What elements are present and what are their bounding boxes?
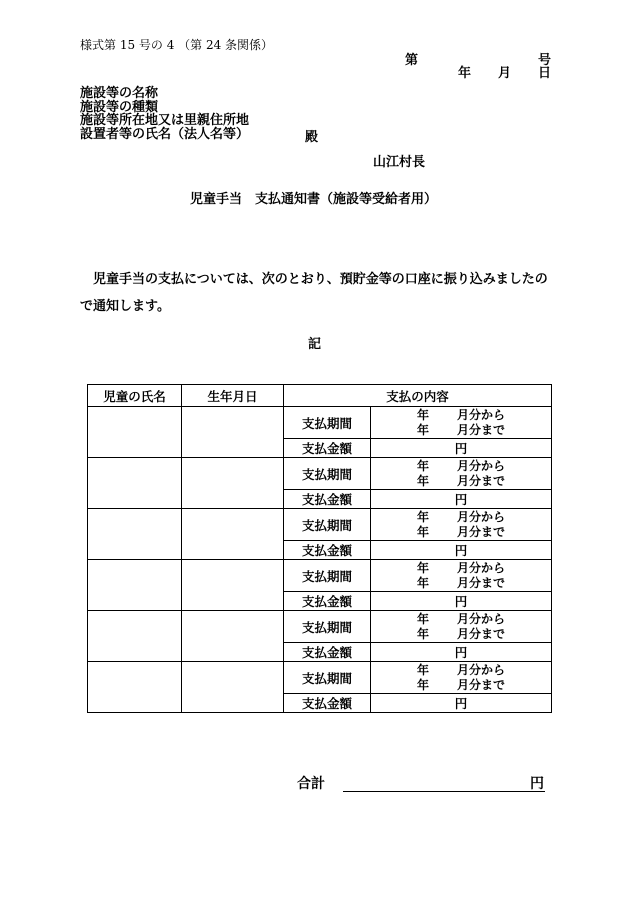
amount-value: 円 [371,490,552,509]
honorific: 殿 [305,130,319,145]
amount-label: 支払金額 [284,490,371,509]
period-from [371,408,551,423]
recipient-facility-type: 施設等の種類 [80,99,159,115]
date-month: 月 [498,66,512,81]
issuer: 山江村長 [373,155,426,170]
period-from-year: 年 [417,662,430,677]
period-to-text: 月分まで [457,473,506,488]
period-to [371,474,551,489]
period-from-text: 月分から [457,458,506,473]
period-to [371,423,551,438]
period-label: 支払期間 [284,458,371,490]
table-row [88,458,552,490]
child-name-cell[interactable] [88,407,182,458]
amount-label: 支払金額 [284,439,371,458]
period-from-text: 月分から [457,407,506,422]
period-from-year: 年 [417,560,430,575]
child-name-cell[interactable] [88,611,182,662]
table-header-row [88,385,552,407]
child-name-cell[interactable] [88,662,182,713]
period-from [371,612,551,627]
period-label: 支払期間 [284,407,371,439]
period-label: 支払期間 [284,509,371,541]
birth-date-cell[interactable] [182,458,284,509]
header-payment-content: 支払の内容 [284,385,552,407]
table-row [88,560,552,592]
birth-date-cell[interactable] [182,662,284,713]
period-to [371,678,551,693]
date-year: 年 [458,66,472,81]
period-from-year: 年 [417,611,430,626]
amount-value: 円 [371,592,552,611]
period-value [371,458,552,490]
period-to-text: 月分まで [457,677,506,692]
amount-value: 円 [371,439,552,458]
period-value [371,662,552,694]
period-label: 支払期間 [284,560,371,592]
payment-table [87,384,552,713]
amount-value: 円 [371,643,552,662]
child-name-cell[interactable] [88,509,182,560]
period-to [371,525,551,540]
period-from-text: 月分から [457,611,506,626]
header-child-name: 児童の氏名 [88,385,182,407]
period-to-year: 年 [417,422,430,437]
period-from [371,561,551,576]
period-from-text: 月分から [457,560,506,575]
date-day: 日 [538,66,552,81]
child-name-cell[interactable] [88,458,182,509]
amount-label: 支払金額 [284,541,371,560]
birth-date-cell[interactable] [182,509,284,560]
total-yen: 円 [530,776,544,792]
total-underline [343,791,545,792]
period-to-text: 月分まで [457,626,506,641]
ki-mark: 記 [308,337,322,352]
period-to-text: 月分まで [457,524,506,539]
table-row [88,611,552,643]
amount-value: 円 [371,694,552,713]
period-from [371,459,551,474]
period-to-text: 月分まで [457,422,506,437]
period-from [371,510,551,525]
period-to-year: 年 [417,473,430,488]
period-label: 支払期間 [284,611,371,643]
period-value [371,509,552,541]
body-text: 児童手当の支払については、次のとおり、預貯金等の口座に振り込みましたので通知します。 [80,272,548,314]
recipient-address: 施設等所在地又は里親住所地 [80,113,250,128]
table-row [88,509,552,541]
birth-date-cell[interactable] [182,560,284,611]
form-number: 様式第 15 号の 4 （第 24 条関係） [80,38,274,52]
period-to [371,576,551,591]
document-number-prefix: 第 [405,53,419,68]
header-birth-date: 生年月日 [182,385,284,407]
birth-date-cell[interactable] [182,611,284,662]
period-label: 支払期間 [284,662,371,694]
period-to-year: 年 [417,626,430,641]
period-to [371,627,551,642]
period-to-year: 年 [417,677,430,692]
period-from-year: 年 [417,458,430,473]
period-value [371,560,552,592]
period-from-year: 年 [417,509,430,524]
period-value [371,407,552,439]
period-value [371,611,552,643]
period-from-year: 年 [417,407,430,422]
table-row [88,407,552,439]
amount-label: 支払金額 [284,694,371,713]
period-to-year: 年 [417,575,430,590]
amount-label: 支払金額 [284,592,371,611]
recipient-block [80,87,249,141]
period-from-text: 月分から [457,662,506,677]
period-to-text: 月分まで [457,575,506,590]
birth-date-cell[interactable] [182,407,284,458]
document-number-suffix: 号 [538,53,552,68]
document-title: 児童手当 支払通知書（施設等受給者用） [190,192,438,207]
amount-label: 支払金額 [284,643,371,662]
recipient-facility-name: 施設等の名称 [80,86,159,101]
period-to-year: 年 [417,524,430,539]
amount-value: 円 [371,541,552,560]
child-name-cell[interactable] [88,560,182,611]
period-from-text: 月分から [457,509,506,524]
period-from [371,663,551,678]
table-row [88,662,552,694]
recipient-operator-name: 設置者等の氏名（法人名等） [80,126,250,142]
total-label: 合計 [297,776,325,792]
